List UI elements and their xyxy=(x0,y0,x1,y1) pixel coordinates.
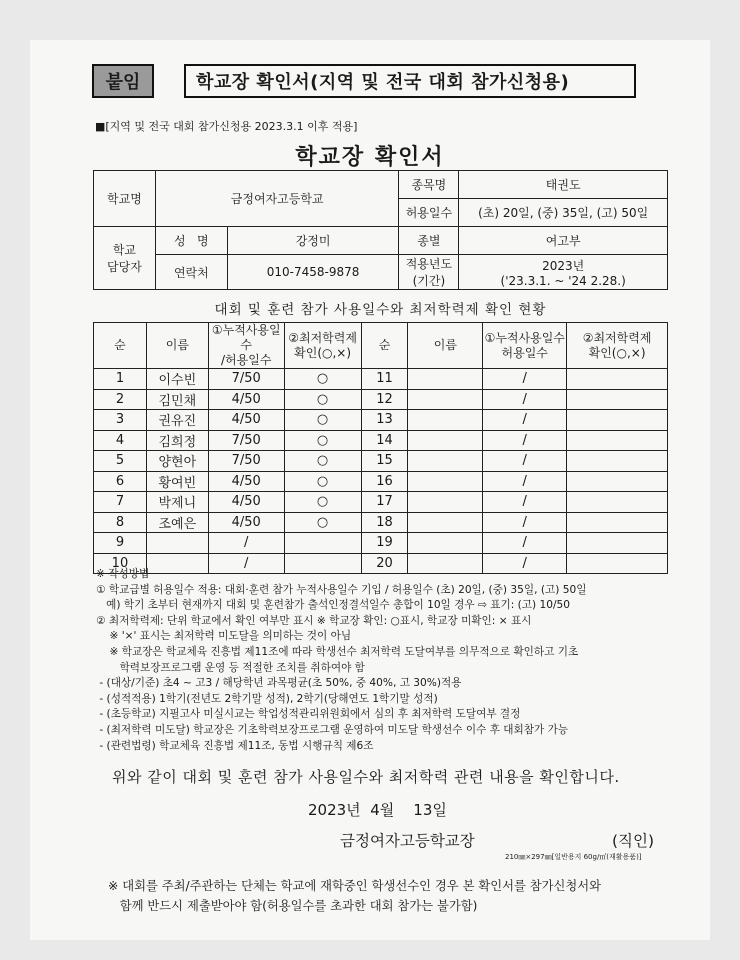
row-check-left: ○ xyxy=(284,430,361,451)
row-days-left: 4/50 xyxy=(208,389,284,410)
header-academic-right xyxy=(567,323,668,369)
row-days-left: 4/50 xyxy=(208,492,284,513)
row-name-left xyxy=(146,533,208,554)
row-no-right: 12 xyxy=(361,389,408,410)
row-check-left: ○ xyxy=(284,512,361,533)
manager-label-line2: 담당자 xyxy=(107,260,142,274)
row-check-right xyxy=(567,471,668,492)
row-no-left: 1 xyxy=(94,369,147,390)
row-name-left: 박제니 xyxy=(146,492,208,513)
row-name-right xyxy=(408,492,483,513)
manager-label xyxy=(94,227,156,290)
roster-row xyxy=(94,430,668,451)
note-line: ※ 작성방법 xyxy=(96,568,150,580)
row-no-right: 16 xyxy=(361,471,408,492)
roster-row xyxy=(94,389,668,410)
note-line: - (최저학력 미도달) 학교장은 기초학력보장프로그램 운영하여 미도달 학생선수 이수 후 대회참가 가능 xyxy=(96,723,569,736)
roster-row xyxy=(94,471,668,492)
row-check-right xyxy=(567,492,668,513)
row-check-left: ○ xyxy=(284,389,361,410)
event-value: 태권도 xyxy=(459,171,668,199)
row-days-right: / xyxy=(483,451,567,472)
row-days-right: / xyxy=(483,369,567,390)
row-name-left: 이수빈 xyxy=(146,369,208,390)
confirmation-date: 2023년 4월 13일 xyxy=(308,801,447,819)
event-label: 종목명 xyxy=(399,171,459,199)
note-line: - (초등학교) 지필고사 미실시교는 학업성적관리위원회에서 심의 후 최저학력 도달여부 결정 xyxy=(96,708,521,721)
row-check-right xyxy=(567,389,668,410)
row-no-left: 10 xyxy=(94,553,147,574)
roster-row xyxy=(94,492,668,513)
paper-spec: 210㎜×297㎜[일반용지 60g/㎡(재활용품)] xyxy=(505,853,642,861)
row-name-left: 황여빈 xyxy=(146,471,208,492)
row-check-right xyxy=(567,451,668,472)
row-no-right: 17 xyxy=(361,492,408,513)
header-academic-right-line1: ②최저학력제 xyxy=(582,330,652,345)
year-value-line2: ('23.3.1. ~ '24 2.28.) xyxy=(500,273,626,288)
footer-line: ※ 대회를 주최/주관하는 단체는 학교에 재학중인 학생선수인 경우 본 확인서를 참가신청서와 xyxy=(108,879,602,893)
school-value: 금정여자고등학교 xyxy=(155,171,399,227)
row-check-right xyxy=(567,533,668,554)
note-line: ※ '×' 표시는 최저학력 미도달을 의미하는 것이 아님 xyxy=(96,630,352,643)
row-days-right: / xyxy=(483,533,567,554)
allow-days-label: 허용일수 xyxy=(399,199,459,227)
row-name-right xyxy=(408,512,483,533)
row-name-left: 김민채 xyxy=(146,389,208,410)
row-days-left: / xyxy=(208,553,284,574)
row-days-left: 7/50 xyxy=(208,430,284,451)
school-info-table xyxy=(93,170,668,290)
roster-row xyxy=(94,451,668,472)
row-no-right: 20 xyxy=(361,553,408,574)
row-no-right: 19 xyxy=(361,533,408,554)
official-seal-label: (직인) xyxy=(612,832,655,850)
header-academic-left xyxy=(284,323,361,369)
row-days-left: 4/50 xyxy=(208,410,284,431)
row-no-left: 8 xyxy=(94,512,147,533)
row-name-right xyxy=(408,451,483,472)
row-name-right xyxy=(408,533,483,554)
row-days-right: / xyxy=(483,492,567,513)
roster-row xyxy=(94,369,668,390)
row-days-right: / xyxy=(483,430,567,451)
row-no-left: 5 xyxy=(94,451,147,472)
row-name-right xyxy=(408,410,483,431)
header-name-left: 이름 xyxy=(146,323,208,369)
division-value: 여고부 xyxy=(459,227,668,255)
row-name-right xyxy=(408,369,483,390)
row-name-left: 양현아 xyxy=(146,451,208,472)
confirmation-statement: 위와 같이 대회 및 훈련 참가 사용일수와 최저학력 관련 내용을 확인합니다. xyxy=(112,768,620,786)
row-check-right xyxy=(567,369,668,390)
header-days-right-line1: ①누적사용일수 xyxy=(484,330,565,345)
header-academic-left-line1: ②최저학력제 xyxy=(288,330,357,345)
row-check-left: ○ xyxy=(284,471,361,492)
row-days-left: / xyxy=(208,533,284,554)
row-days-right: / xyxy=(483,553,567,574)
contact-value: 010-7458-9878 xyxy=(227,255,399,290)
allow-days-value: (초) 20일, (중) 35일, (고) 50일 xyxy=(459,199,668,227)
row-days-left: 4/50 xyxy=(208,512,284,533)
row-name-right xyxy=(408,430,483,451)
roster-row xyxy=(94,410,668,431)
header-academic-left-line2: 확인(○,×) xyxy=(294,345,352,360)
row-days-right: / xyxy=(483,512,567,533)
year-label-line1: 적용년도 xyxy=(405,257,453,271)
header-days-left-line1: ①누적사용일수 xyxy=(211,323,281,352)
header-academic-right-line2: 확인(○,×) xyxy=(588,345,646,360)
row-no-left: 2 xyxy=(94,389,147,410)
row-no-right: 13 xyxy=(361,410,408,431)
row-days-right: / xyxy=(483,410,567,431)
note-line: ② 최저학력제: 단위 학교에서 확인 여부만 표시 ※ 학교장 확인: ○표시, 학교장 미확인: × 표시 xyxy=(96,614,532,627)
row-check-left: ○ xyxy=(284,369,361,390)
row-check-left: ○ xyxy=(284,410,361,431)
row-days-left: 4/50 xyxy=(208,471,284,492)
note-line: - (대상/기준) 초4 ~ 고3 / 해당학년 과목평균(초 50%, 중 40%, 고 30%)적용 xyxy=(96,677,462,690)
header-days-left xyxy=(208,323,284,369)
school-label: 학교명 xyxy=(94,171,156,227)
roster-body xyxy=(94,369,668,574)
name-label: 성 명 xyxy=(155,227,227,255)
note-line: ※ 학교장은 학교체육 진흥법 제11조에 따라 학생선수 최저학력 도달여부를 의무적으로 확인하고 기초 xyxy=(96,645,579,658)
note-line: - (성적적용) 1학기(전년도 2학기말 성적), 2학기(당해연도 1학기말 성적) xyxy=(96,692,438,705)
row-no-right: 14 xyxy=(361,430,408,451)
form-title: 학교장 확인서(지역 및 전국 대회 참가신청용) xyxy=(184,64,636,98)
division-label: 종별 xyxy=(399,227,459,255)
header-name-right: 이름 xyxy=(408,323,483,369)
row-name-left: 조예은 xyxy=(146,512,208,533)
row-check-left: ○ xyxy=(284,451,361,472)
header-days-left-line2: /허용일수 xyxy=(221,353,272,367)
note-line: ① 학교급별 허용일수 적용: 대회·훈련 참가 누적사용일수 기입 / 허용일수 (초) 20일, (중) 35일, (고) 50일 xyxy=(96,583,587,596)
header-days-right xyxy=(483,323,567,369)
header-no-right: 순 xyxy=(361,323,408,369)
row-no-right: 15 xyxy=(361,451,408,472)
note-line: 학력보장프로그램 운영 등 적절한 조치를 취하여야 함 xyxy=(96,661,365,674)
writing-notes xyxy=(96,567,676,754)
row-days-right: / xyxy=(483,471,567,492)
row-check-right xyxy=(567,430,668,451)
row-no-left: 3 xyxy=(94,410,147,431)
header-days-right-line2: 허용일수 xyxy=(501,345,548,360)
row-no-right: 18 xyxy=(361,512,408,533)
row-name-right xyxy=(408,389,483,410)
row-check-right xyxy=(567,512,668,533)
row-check-left: ○ xyxy=(284,492,361,513)
contact-label: 연락처 xyxy=(155,255,227,290)
principal-signature: 금정여자고등학교장 xyxy=(340,832,475,850)
row-no-left: 9 xyxy=(94,533,147,554)
roster-row xyxy=(94,512,668,533)
manager-label-line1: 학교 xyxy=(112,243,137,257)
roster-row xyxy=(94,533,668,554)
attachment-badge: 붙임 xyxy=(92,64,154,98)
roster-subtitle: 대회 및 훈련 참가 사용일수와 최저학력제 확인 현황 xyxy=(214,302,547,318)
row-days-left: 7/50 xyxy=(208,369,284,390)
header-no-left: 순 xyxy=(94,323,147,369)
row-no-left: 6 xyxy=(94,471,147,492)
row-check-left xyxy=(284,533,361,554)
footer-note xyxy=(108,876,601,916)
year-value-line1: 2023년 xyxy=(542,258,585,273)
row-no-right: 11 xyxy=(361,369,408,390)
applicability-note: ■[지역 및 전국 대회 참가신청용 2023.3.1 이후 적용] xyxy=(95,120,358,133)
row-name-left: 권유진 xyxy=(146,410,208,431)
row-days-left: 7/50 xyxy=(208,451,284,472)
roster-table xyxy=(93,322,668,574)
row-name-left: 김희정 xyxy=(146,430,208,451)
row-no-left: 7 xyxy=(94,492,147,513)
row-days-right: / xyxy=(483,389,567,410)
year-label xyxy=(399,255,459,290)
row-name-right xyxy=(408,471,483,492)
note-line: 예) 학기 초부터 현재까지 대회 및 훈련참가 출석인정결석일수 총합이 10일 경우 ⇨ 표기: (고) 10/50 xyxy=(96,599,571,612)
year-label-line2: (기간) xyxy=(412,274,446,288)
note-line: - (관련법령) 학교체육 진흥법 제11조, 동법 시행규칙 제6조 xyxy=(96,739,374,752)
roster-header-row xyxy=(94,323,668,369)
name-value: 강정미 xyxy=(227,227,399,255)
row-no-left: 4 xyxy=(94,430,147,451)
row-check-right xyxy=(567,410,668,431)
main-title: 학교장 확인서 xyxy=(295,145,445,170)
year-value xyxy=(459,255,668,290)
footer-line: 함께 반드시 제출받아야 함(허용일수를 초과한 대회 참가는 불가함) xyxy=(108,899,478,913)
